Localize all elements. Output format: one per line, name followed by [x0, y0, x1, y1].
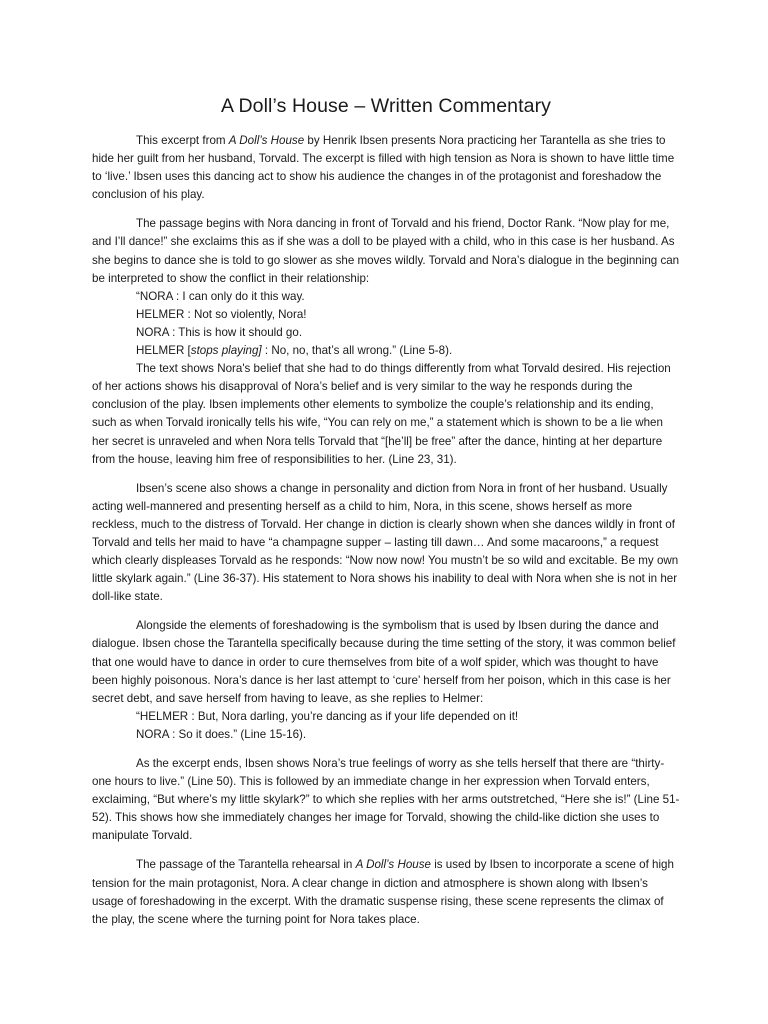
paragraph-conclusion	[92, 856, 680, 928]
quote-line: “NORA : I can only do it this way.	[136, 289, 305, 303]
quote-speaker: HELMER [	[136, 344, 191, 358]
paragraph-intro-text-c: by Henrik Ibsen presents Nora practicing her Tarantella as she tries to hide her guilt from her husband, Torvald. The excerpt is filled with high tension as Nora is shown to have little time to ‘live.’ Ibsen uses this dancing act to show his audience the changes in of the protagonist and foreshadow the conclusion of his play.	[92, 134, 675, 202]
quote-line: “HELMER : But, Nora darling, you’re dancing as if your life depended on it!	[136, 709, 519, 723]
paragraph-intro-text-a: This excerpt from	[136, 134, 229, 147]
play-title-italic: A Doll’s House	[355, 858, 431, 872]
quote-line: NORA : This is how it should go.	[136, 325, 303, 339]
paragraph-beliefs: The text shows Nora's belief that she had to do things differently from what Torvald desired. His rejection of her actions shows his disapproval of Nora’s belief and is very similar to the way he responds during the conclusion of the play. Ibsen implements other elements to symbolize the couple’s relationship and its ending, such as when Torvald ironically tells his wife, “You can rely on me,” a statement which is shown to be a lie when her secret is unraveled and when Nora tells Torvald that “[he’ll] be free” after the dance, hinting at her departure from the house, leaving him free of responsibilities to her. (Line 23, 31).	[92, 362, 671, 466]
paragraph-ending: As the excerpt ends, Ibsen shows Nora’s true feelings of worry as she tells herself that there are “thirty-one hours to live.” (Line 50). This is followed by an immediate change in her expression when Torvald enters, exclaiming, “But where’s my little skylark?” to which she replies with her arms outstretched, “Here she is!” (Line 51-52). This shows how she immediately changes her image for Torvald, showing the child-like diction she uses to manipulate Torvald.	[92, 757, 680, 843]
quote-line	[136, 342, 680, 360]
play-title-italic: A Doll’s House	[228, 134, 305, 147]
paragraph-spacer	[92, 469, 680, 480]
paragraph-spacer	[92, 845, 680, 856]
paragraph-spacer	[92, 744, 680, 755]
stage-direction-italic: stops playing]	[190, 344, 262, 358]
paragraph-symbolism: Alongside the elements of foreshadowing is the symbolism that is used by Ibsen during the dance and dialogue. Ibsen chose the Tarantella specifically because during the time setting of the story, it was common belief that one would have to dance in order to cure themselves from bite of a wolf spider, which was thought to have been highly poisonous. Nora’s dance is her last attempt to ‘cure’ herself from her poison, which in this case is her secret debt, and save herself from having to leave, as she replies to Helmer:	[92, 619, 676, 705]
paragraph-conclusion-text-c: is used by Ibsen to incorporate a scene of high tension for the main protagonist, Nora. A clear change in diction and atmosphere is shown along with Ibsen’s usage of foreshadowing in the excerpt. With the dramatic suspense rising, these scene represents the climax of the play, the scene where the turning point for Nora takes place.	[92, 858, 674, 926]
quote-text: : No, no, that’s all wrong.” (Line 5-8).	[261, 344, 453, 358]
paragraph-conclusion-text-a: The passage of the Tarantella rehearsal in	[136, 858, 356, 872]
paragraph-spacer	[92, 606, 680, 617]
quote-line: NORA : So it does.” (Line 15-16).	[136, 727, 307, 741]
document-page	[92, 94, 680, 929]
quote-line: HELMER : Not so violently, Nora!	[136, 307, 307, 321]
paragraph-personality: Ibsen’s scene also shows a change in personality and diction from Nora in front of her husband. Usually acting well-mannered and presenting herself as a child to him, Nora, in this scene, shows herself as more reckless, much to the distress of Torvald. Her change in diction is clearly shown when she dances wildly in front of Torvald and tells her maid to have “a champagne supper – lasting till dawn… And some macaroons,” a request which clearly displeases Torvald as he responds: “Now now now! You mustn’t be so wild and excitable. Be my own little skylark again.” (Line 36-37). His statement to Nora shows his inability to deal with Nora when she is not in her doll-like state.	[92, 481, 679, 604]
paragraph-spacer	[92, 204, 680, 215]
paragraph-intro	[92, 132, 680, 204]
document-title: A Doll’s House – Written Commentary	[220, 95, 552, 117]
paragraph-dance-begins: The passage begins with Nora dancing in front of Torvald and his friend, Doctor Rank. “Now play for me, and I’ll dance!” she exclaims this as if she was a doll to be played with a child, who in this case is her husband. As she begins to dance she is told to go slower as she moves wildly. Torvald and Nora’s dialogue in the beginning can be interpreted to show the conflict in their relationship:	[92, 217, 680, 285]
